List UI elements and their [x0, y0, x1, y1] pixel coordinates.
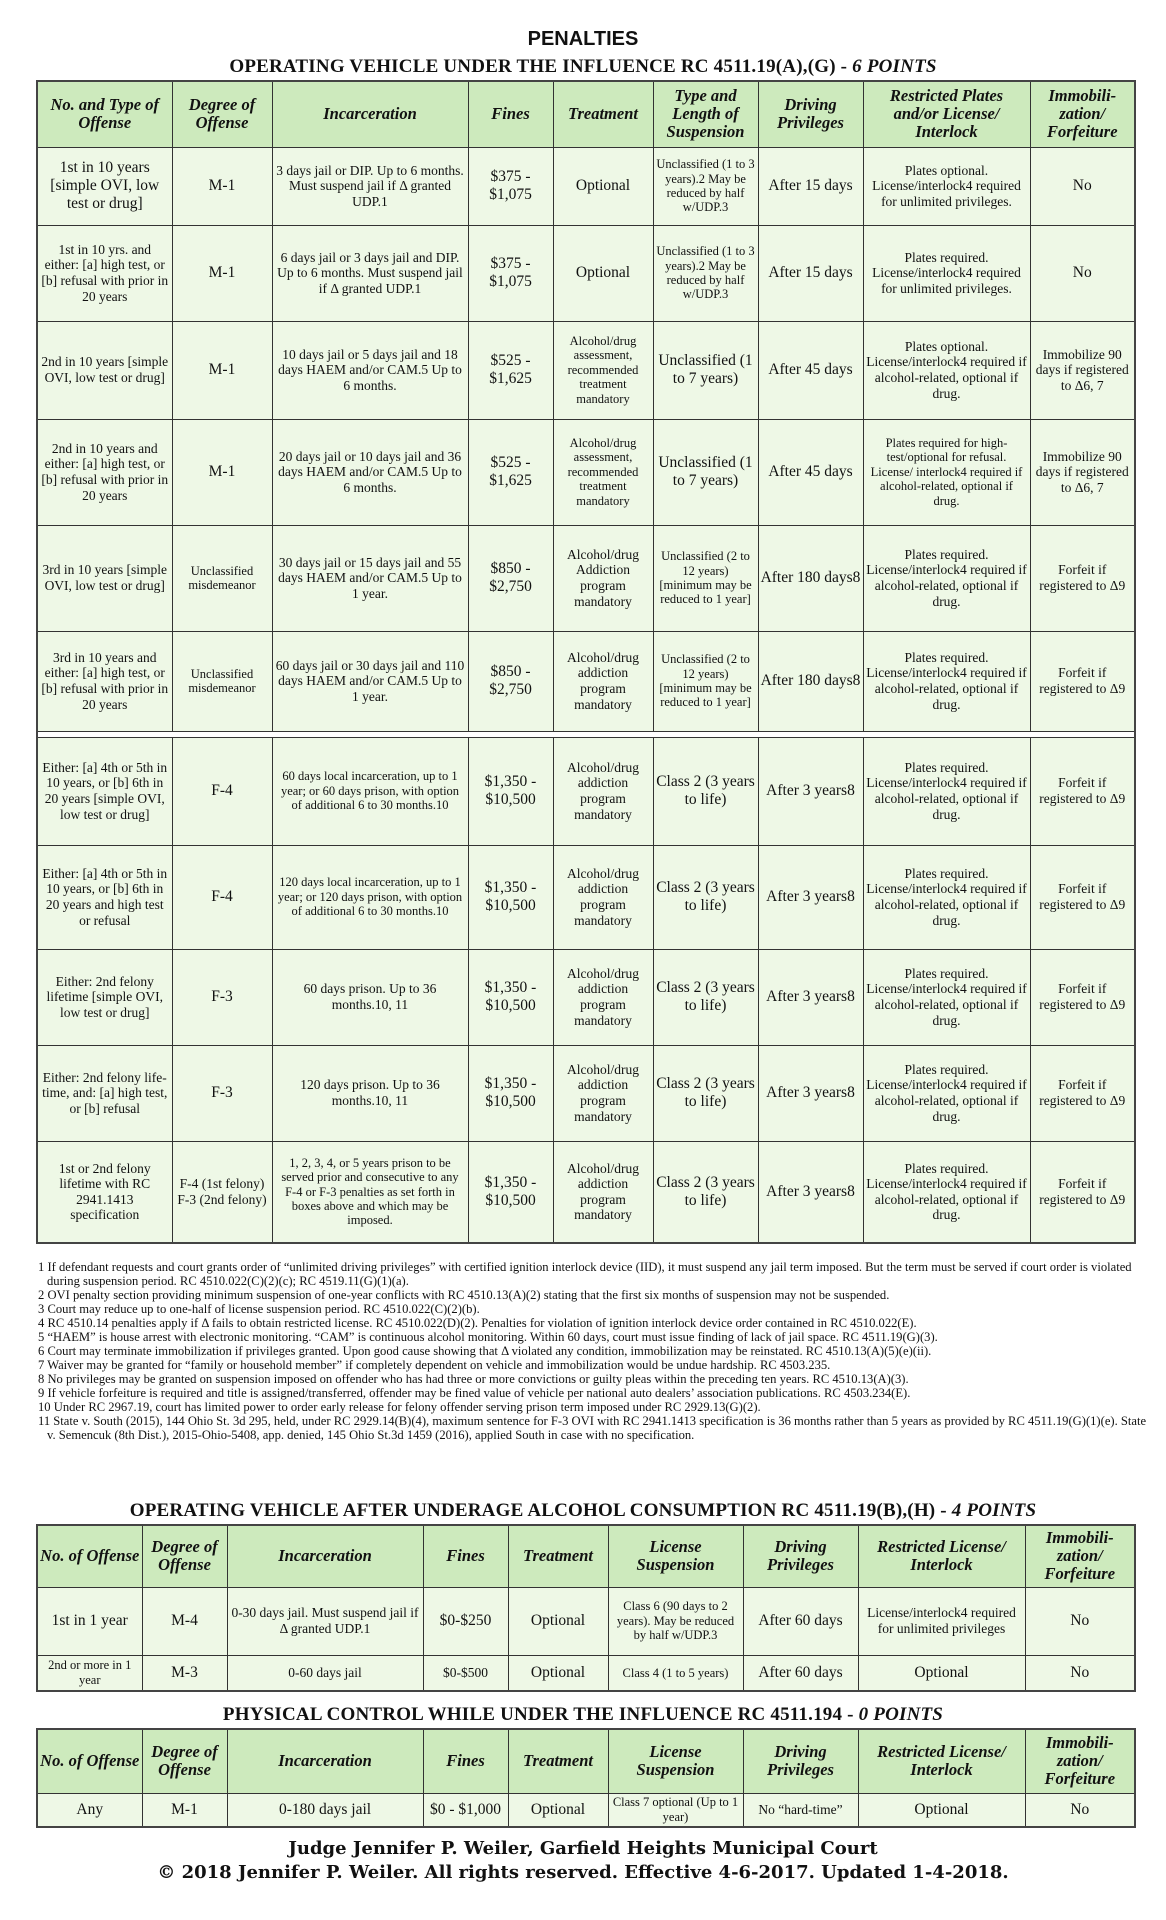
cell-privileges: After 60 days: [743, 1655, 858, 1691]
page-title: PENALTIES: [527, 28, 639, 50]
cell-suspension: Class 7 optional (Up to 1 year): [608, 1793, 743, 1827]
cell-degree: M-4: [142, 1587, 227, 1655]
cell-offense: 2nd or more in 1 year: [37, 1655, 142, 1691]
table-row: [37, 1045, 1135, 1141]
cell-incarceration: 20 days jail or 10 days jail and 36 days HAEM and/or CAM.5 Up to 6 months.: [272, 419, 468, 525]
cell-degree: M-1: [172, 419, 272, 525]
footnote: 8 No privileges may be granted on suspension imposed on offender who has had three or more convictions or guilty pleas within the preceding ten years. RC 4510.13(A)(3).: [38, 1372, 909, 1386]
cell-fines: $525 - $1,625: [468, 321, 553, 419]
cell-fines: $850 - $2,750: [468, 631, 553, 731]
cell-incarceration: 60 days jail or 30 days jail and 110 days HAEM and/or CAM.5 Up to 1 year.: [272, 631, 468, 731]
table-row: [37, 1655, 1135, 1691]
cell-fines: $1,350 - $10,500: [468, 1141, 553, 1243]
cell-offense: 3rd in 10 years and either: [a] high test, or [b] refusal with prior in 20 years: [37, 631, 172, 731]
cell-treatment: Alcohol/drug assessment, recommended treatment mandatory: [553, 419, 653, 525]
table-row: [37, 1793, 1135, 1827]
cell-incarceration: 120 days local incarceration, up to 1 year; or 120 days prison, with option of additional 6 to 30 months.10: [272, 845, 468, 949]
cell-suspension: Unclassified (2 to 12 years) [minimum may be reduced to 1 year]: [653, 525, 758, 631]
cell-treatment: Optional: [508, 1655, 608, 1691]
cell-immobilization: Forfeit if registered to Δ9: [1030, 845, 1135, 949]
cell-restricted: Plates optional. License/interlock4 required for unlimited privileges.: [863, 147, 1030, 225]
footnotes: [38, 1260, 1148, 1442]
cell-treatment: Optional: [508, 1587, 608, 1655]
cell-suspension: Class 2 (3 years to life): [653, 1141, 758, 1243]
cell-suspension: Class 2 (3 years to life): [653, 949, 758, 1045]
cell-treatment: Alcohol/drug addiction program mandatory: [553, 631, 653, 731]
cell-suspension: Unclassified (1 to 7 years): [653, 321, 758, 419]
col-restricted: Restricted License/ Interlock: [858, 1525, 1025, 1587]
col-offense: No. of Offense: [37, 1525, 142, 1587]
cell-privileges: After 180 days8: [758, 631, 863, 731]
cell-incarceration: 60 days local incarceration, up to 1 year; or 60 days prison, with option of additional 6 to 30 months.10: [272, 737, 468, 845]
cell-degree: F-4: [172, 737, 272, 845]
col-treatment: Treatment: [508, 1525, 608, 1587]
table-row: [37, 737, 1135, 845]
cell-privileges: After 3 years8: [758, 949, 863, 1045]
cell-immobilization: Forfeit if registered to Δ9: [1030, 949, 1135, 1045]
cell-immobilization: Forfeit if registered to Δ9: [1030, 1045, 1135, 1141]
cell-restricted: Plates required. License/interlock4 required if alcohol-related, optional if drug.: [863, 1045, 1030, 1141]
cell-degree: F-4 (1st felony) F-3 (2nd felony): [172, 1141, 272, 1243]
cell-immobilization: Forfeit if registered to Δ9: [1030, 1141, 1135, 1243]
footnote: 10 Under RC 2967.19, court has limited power to order early release for felony offender serving prison term imposed under RC 2929.13(G)(2).: [38, 1400, 761, 1414]
cell-restricted: Plates required. License/interlock4 required if alcohol-related, optional if drug.: [863, 1141, 1030, 1243]
footnote: 9 If vehicle forfeiture is required and title is assigned/transferred, offender may be fined value of vehicle per national auto dealers’ association publications. RC 4503.234(E).: [38, 1386, 911, 1400]
cell-degree: Unclassified misdemeanor: [172, 631, 272, 731]
cell-restricted: Plates required. License/interlock4 required if alcohol-related, optional if drug.: [863, 845, 1030, 949]
ovi-header-row: [37, 81, 1135, 147]
cell-suspension: Unclassified (1 to 7 years): [653, 419, 758, 525]
cell-degree: Unclassified misdemeanor: [172, 525, 272, 631]
cell-immobilization: No: [1030, 225, 1135, 321]
cell-fines: $375 - $1,075: [468, 225, 553, 321]
cell-suspension: Unclassified (1 to 3 years).2 May be reduced by half w/UDP.3: [653, 225, 758, 321]
cell-degree: F-3: [172, 949, 272, 1045]
table-row: [37, 525, 1135, 631]
cell-immobilization: Immobilize 90 days if registered to Δ6, 7: [1030, 419, 1135, 525]
col-immobilization: Immobili-zation/ Forfeiture: [1025, 1525, 1135, 1587]
cell-treatment: Alcohol/drug Addiction program mandatory: [553, 525, 653, 631]
footnote: 11 State v. South (2015), 144 Ohio St. 3d 295, held, under RC 2929.14(B)(4), maximum sentence for F-3 OVI with RC 2941.1413 specification is 36 months rather than 5 years as provided by RC 4511.19(G)(1)(e). State v. Semencuk (8th Dist.), 2015-Ohio-5408, app. denied, 145 Ohio St.3d 1459 (2016), applied South in case with no specification.: [38, 1414, 1147, 1442]
cell-treatment: Alcohol/drug addiction program mandatory: [553, 1141, 653, 1243]
table-row: [37, 225, 1135, 321]
cell-fines: $1,350 - $10,500: [468, 845, 553, 949]
cell-restricted: Optional: [858, 1793, 1025, 1827]
cell-treatment: Alcohol/drug addiction program mandatory: [553, 845, 653, 949]
cell-degree: M-1: [142, 1793, 227, 1827]
footnote: 1 If defendant requests and court grants order of “unlimited driving privileges” with certified ignition interlock device (IID), it must suspend any jail term imposed. But the term must be served if court order is violated during suspension period. RC 4510.022(C)(2)(c); RC 4519.11(G)(1)(a).: [38, 1260, 1132, 1288]
cell-restricted: Plates required. License/interlock4 required if alcohol-related, optional if drug.: [863, 949, 1030, 1045]
cell-privileges: After 180 days8: [758, 525, 863, 631]
table-row: [37, 631, 1135, 731]
cell-immobilization: Forfeit if registered to Δ9: [1030, 737, 1135, 845]
cell-fines: $850 - $2,750: [468, 525, 553, 631]
table-row: [37, 419, 1135, 525]
col-privileges: Driving Privileges: [743, 1525, 858, 1587]
cell-privileges: After 45 days: [758, 321, 863, 419]
table-row: [37, 1141, 1135, 1243]
cell-fines: $1,350 - $10,500: [468, 949, 553, 1045]
table-row: [37, 321, 1135, 419]
col-incarceration: Incarceration: [227, 1729, 423, 1793]
ovi-heading: OPERATING VEHICLE UNDER THE INFLUENCE RC 4511.19(A),(G) - 6 POINTS: [229, 56, 937, 77]
cell-privileges: No “hard-time”: [743, 1793, 858, 1827]
cell-suspension: Class 2 (3 years to life): [653, 845, 758, 949]
cell-treatment: Alcohol/drug addiction program mandatory: [553, 1045, 653, 1141]
cell-suspension: Class 4 (1 to 5 years): [608, 1655, 743, 1691]
cell-privileges: After 45 days: [758, 419, 863, 525]
table-row: [37, 1587, 1135, 1655]
footnote: 5 “HAEM” is house arrest with electronic monitoring. “CAM” is continuous alcohol monitoring. Within 60 days, court must issue finding of lack of jail space. RC 4511.19(G)(3).: [38, 1330, 938, 1344]
cell-immobilization: No: [1025, 1793, 1135, 1827]
cell-fines: $525 - $1,625: [468, 419, 553, 525]
footnote: 6 Court may terminate immobilization if privileges granted. Upon good cause showing that Δ violated any condition, immobilization may be reinstated. RC 4510.13(A)(5)(e)(ii).: [38, 1344, 932, 1358]
footer-judge-line: Judge Jennifer P. Weiler, Garfield Heights Municipal Court: [288, 1838, 878, 1859]
cell-fines: $1,350 - $10,500: [468, 1045, 553, 1141]
cell-restricted: Plates required. License/interlock4 required for unlimited privileges.: [863, 225, 1030, 321]
cell-incarceration: 60 days prison. Up to 36 months.10, 11: [272, 949, 468, 1045]
footnote: 7 Waiver may be granted for “family or household member” if completely dependent on vehicle and immobilization would be undue hardship. RC 4503.235.: [38, 1358, 831, 1372]
cell-privileges: After 3 years8: [758, 1141, 863, 1243]
cell-privileges: After 3 years8: [758, 1045, 863, 1141]
footnote: 2 OVI penalty section providing minimum suspension of one-year conflicts with RC 4510.13(A)(2) stating that the first six months of suspension may not be suspended.: [38, 1288, 890, 1302]
underage-penalty-table: [36, 1524, 1136, 1692]
cell-degree: M-1: [172, 225, 272, 321]
col-offense: No. and Type of Offense: [37, 81, 172, 147]
cell-offense: 3rd in 10 years [simple OVI, low test or drug]: [37, 525, 172, 631]
col-incarceration: Incarceration: [272, 81, 468, 147]
cell-treatment: Optional: [553, 147, 653, 225]
table-row: [37, 147, 1135, 225]
cell-offense: Either: 2nd felony life-time, and: [a] high test, or [b] refusal: [37, 1045, 172, 1141]
cell-privileges: After 15 days: [758, 225, 863, 321]
physical-control-heading: PHYSICAL CONTROL WHILE UNDER THE INFLUENCE RC 4511.194 - 0 POINTS: [222, 1704, 944, 1725]
col-incarceration: Incarceration: [227, 1525, 423, 1587]
col-restricted: Restricted License/ Interlock: [858, 1729, 1025, 1793]
cell-fines: $0 - $1,000: [423, 1793, 508, 1827]
cell-treatment: Optional: [508, 1793, 608, 1827]
cell-degree: F-4: [172, 845, 272, 949]
col-fines: Fines: [423, 1729, 508, 1793]
cell-offense: 1st in 10 yrs. and either: [a] high test, or [b] refusal with prior in 20 years: [37, 225, 172, 321]
col-fines: Fines: [423, 1525, 508, 1587]
ovi-penalty-table: [36, 80, 1136, 1244]
col-suspension: License Suspension: [608, 1729, 743, 1793]
cell-offense: 2nd in 10 years and either: [a] high test, or [b] refusal with prior in 20 years: [37, 419, 172, 525]
cell-treatment: Optional: [553, 225, 653, 321]
footnote: 4 RC 4510.14 penalties apply if Δ fails to obtain restricted license. RC 4510.022(D)(2). Penalties for violation of ignition interlock device order contained in RC 4510.022(E).: [38, 1316, 917, 1330]
cell-degree: M-1: [172, 147, 272, 225]
cell-restricted: Plates required. License/interlock4 required if alcohol-related, optional if drug.: [863, 737, 1030, 845]
cell-immobilization: No: [1025, 1655, 1135, 1691]
cell-offense: 2nd in 10 years [simple OVI, low test or drug]: [37, 321, 172, 419]
col-suspension: Type and Length of Suspension: [653, 81, 758, 147]
cell-incarceration: 10 days jail or 5 days jail and 18 days HAEM and/or CAM.5 Up to 6 months.: [272, 321, 468, 419]
cell-treatment: Alcohol/drug addiction program mandatory: [553, 737, 653, 845]
cell-fines: $375 - $1,075: [468, 147, 553, 225]
cell-immobilization: Forfeit if registered to Δ9: [1030, 525, 1135, 631]
cell-suspension: Unclassified (1 to 3 years).2 May be reduced by half w/UDP.3: [653, 147, 758, 225]
cell-offense: Either: 2nd felony lifetime [simple OVI, low test or drug]: [37, 949, 172, 1045]
cell-privileges: After 3 years8: [758, 845, 863, 949]
cell-restricted: Optional: [858, 1655, 1025, 1691]
cell-suspension: Class 6 (90 days to 2 years). May be reduced by half w/UDP.3: [608, 1587, 743, 1655]
cell-suspension: Class 2 (3 years to life): [653, 737, 758, 845]
cell-incarceration: 3 days jail or DIP. Up to 6 months. Must suspend jail if Δ granted UDP.1: [272, 147, 468, 225]
cell-offense: Any: [37, 1793, 142, 1827]
cell-immobilization: No: [1030, 147, 1135, 225]
cell-fines: $0-$250: [423, 1587, 508, 1655]
footnote: 3 Court may reduce up to one-half of license suspension period. RC 4510.022(C)(2)(b).: [38, 1302, 480, 1316]
col-privileges: Driving Privileges: [743, 1729, 858, 1793]
cell-incarceration: 30 days jail or 15 days jail and 55 days HAEM and/or CAM.5 Up to 1 year.: [272, 525, 468, 631]
col-offense: No. of Offense: [37, 1729, 142, 1793]
table-row: [37, 845, 1135, 949]
col-treatment: Treatment: [553, 81, 653, 147]
col-degree: Degree of Offense: [142, 1525, 227, 1587]
cell-suspension: Class 2 (3 years to life): [653, 1045, 758, 1141]
cell-offense: Either: [a] 4th or 5th in 10 years, or [b] 6th in 20 years [simple OVI, low test or drug]: [37, 737, 172, 845]
col-privileges: Driving Privileges: [758, 81, 863, 147]
cell-treatment: Alcohol/drug assessment, recommended treatment mandatory: [553, 321, 653, 419]
cell-degree: F-3: [172, 1045, 272, 1141]
cell-degree: M-3: [142, 1655, 227, 1691]
cell-offense: 1st in 1 year: [37, 1587, 142, 1655]
cell-offense: 1st in 10 years [simple OVI, low test or drug]: [37, 147, 172, 225]
col-fines: Fines: [468, 81, 553, 147]
cell-incarceration: 6 days jail or 3 days jail and DIP. Up to 6 months. Must suspend jail if Δ granted UDP.1: [272, 225, 468, 321]
cell-degree: M-1: [172, 321, 272, 419]
cell-restricted: Plates required. License/interlock4 required if alcohol-related, optional if drug.: [863, 631, 1030, 731]
cell-restricted: License/interlock4 required for unlimited privileges: [858, 1587, 1025, 1655]
col-immobilization: Immobili-zation/ Forfeiture: [1030, 81, 1135, 147]
cell-incarceration: 0-30 days jail. Must suspend jail if Δ granted UDP.1: [227, 1587, 423, 1655]
cell-restricted: Plates required for high-test/optional for refusal. License/ interlock4 required if alcohol-related, optional if drug.: [863, 419, 1030, 525]
cell-offense: Either: [a] 4th or 5th in 10 years, or [b] 6th in 20 years and high test or refusal: [37, 845, 172, 949]
cell-offense: 1st or 2nd felony lifetime with RC 2941.1413 specification: [37, 1141, 172, 1243]
physical-header-row: [37, 1729, 1135, 1793]
footer-copyright-line: © 2018 Jennifer P. Weiler. All rights reserved. Effective 4-6-2017. Updated 1-4-2018.: [157, 1862, 1009, 1883]
underage-heading: OPERATING VEHICLE AFTER UNDERAGE ALCOHOL CONSUMPTION RC 4511.19(B),(H) - 4 POINTS: [129, 1500, 1037, 1521]
col-immobilization: Immobili-zation/ Forfeiture: [1025, 1729, 1135, 1793]
cell-treatment: Alcohol/drug addiction program mandatory: [553, 949, 653, 1045]
cell-immobilization: Immobilize 90 days if registered to Δ6, 7: [1030, 321, 1135, 419]
col-degree: Degree of Offense: [142, 1729, 227, 1793]
cell-immobilization: Forfeit if registered to Δ9: [1030, 631, 1135, 731]
cell-privileges: After 15 days: [758, 147, 863, 225]
physical-control-table: [36, 1728, 1136, 1828]
underage-header-row: [37, 1525, 1135, 1587]
col-degree: Degree of Offense: [172, 81, 272, 147]
cell-suspension: Unclassified (2 to 12 years) [minimum may be reduced to 1 year]: [653, 631, 758, 731]
cell-incarceration: 0-180 days jail: [227, 1793, 423, 1827]
cell-fines: $1,350 - $10,500: [468, 737, 553, 845]
cell-immobilization: No: [1025, 1587, 1135, 1655]
cell-fines: $0-$500: [423, 1655, 508, 1691]
cell-privileges: After 3 years8: [758, 737, 863, 845]
col-treatment: Treatment: [508, 1729, 608, 1793]
cell-restricted: Plates required. License/interlock4 required if alcohol-related, optional if drug.: [863, 525, 1030, 631]
cell-privileges: After 60 days: [743, 1587, 858, 1655]
col-restricted: Restricted Plates and/or License/ Interlock: [863, 81, 1030, 147]
table-row: [37, 949, 1135, 1045]
cell-incarceration: 120 days prison. Up to 36 months.10, 11: [272, 1045, 468, 1141]
cell-incarceration: 1, 2, 3, 4, or 5 years prison to be served prior and consecutive to any F-4 or F-3 penalties as set forth in boxes above and which may be imposed.: [272, 1141, 468, 1243]
col-suspension: License Suspension: [608, 1525, 743, 1587]
cell-restricted: Plates optional. License/interlock4 required if alcohol-related, optional if drug.: [863, 321, 1030, 419]
cell-incarceration: 0-60 days jail: [227, 1655, 423, 1691]
